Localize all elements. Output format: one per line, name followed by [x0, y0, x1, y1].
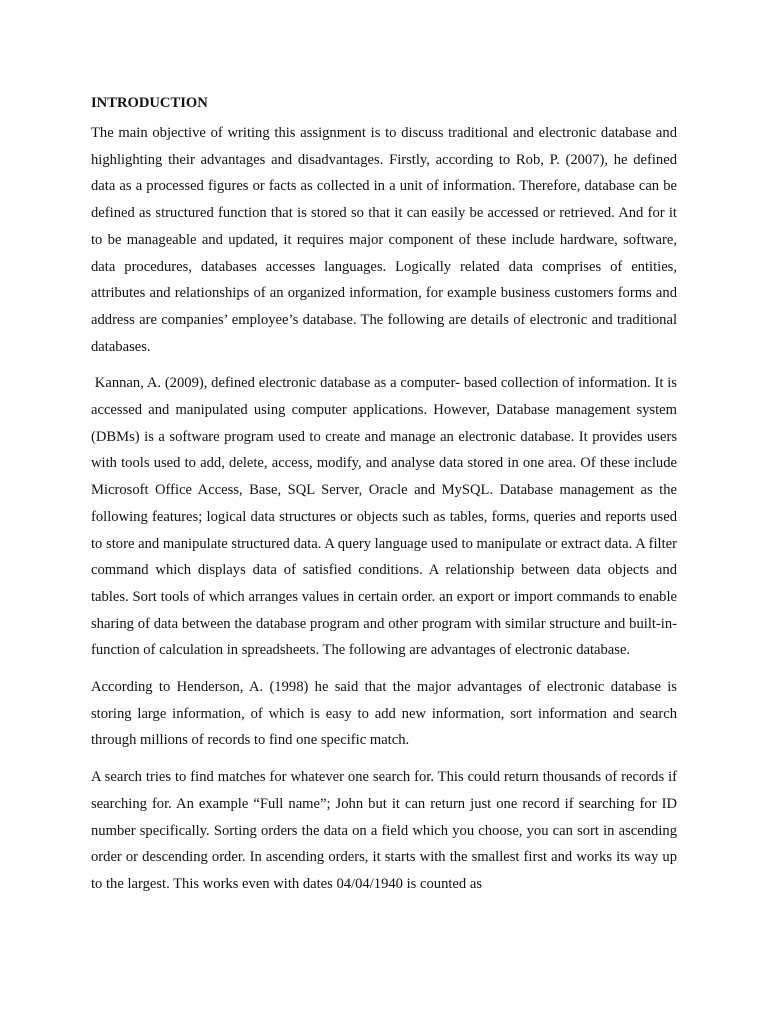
- paragraph-introduction: The main objective of writing this assignment is to discuss traditional and electronic database and highlighting their advantages and disadvantages. Firstly, according to Rob, P. (2007), he defined data as a processed figures or facts as collected in a unit of information. Therefore, database can be defined as structured function that is stored so that it can easily be accessed or retrieved. And for it to be manageable and updated, it requires major component of these include hardware, software, data procedures, databases accesses languages. Logically related data comprises of entities, attributes and relationships of an organized information, for example business customers forms and address are companies’ employee’s database. The following are details of electronic and traditional databases.: [91, 125, 677, 355]
- section-heading: INTRODUCTION: [91, 95, 208, 111]
- document-body: [91, 93, 677, 898]
- paragraph-electronic-database: Kannan, A. (2009), defined electronic database as a computer- based collection of information. It is accessed and manipulated using computer applications. However, Database management system (DBMs) is a software program used to create and manage an electronic database. It provides users with tools used to add, delete, access, modify, and analyse data stored in one area. Of these include Microsoft Office Access, Base, SQL Server, Oracle and MySQL. Database management as the following features; logical data structures or objects such as tables, forms, queries and reports used to store and manipulate structured data. A query language used to manipulate or extract data. A filter command which displays data of satisfied conditions. A relationship between data objects and tables. Sort tools of which arranges values in certain order. an export or import commands to enable sharing of data between the database program and other program with similar structure and built-in-function of calculation in spreadsheets. The following are advantages of electronic database.: [91, 375, 677, 659]
- paragraph-search-sort: A search tries to find matches for whatever one search for. This could return thousands of records if searching for. An example “Full name”; John but it can return just one record if searching for ID number specifically. Sorting orders the data on a field which you choose, you can sort in ascending order or descending order. In ascending orders, it starts with the smallest first and works its way up to the largest. This works even with dates 04/04/1940 is counted as: [91, 769, 677, 892]
- paragraph-advantages: According to Henderson, A. (1998) he said that the major advantages of electronic database is storing large information, of which is easy to add new information, sort information and search through millions of records to find one specific match.: [91, 679, 677, 749]
